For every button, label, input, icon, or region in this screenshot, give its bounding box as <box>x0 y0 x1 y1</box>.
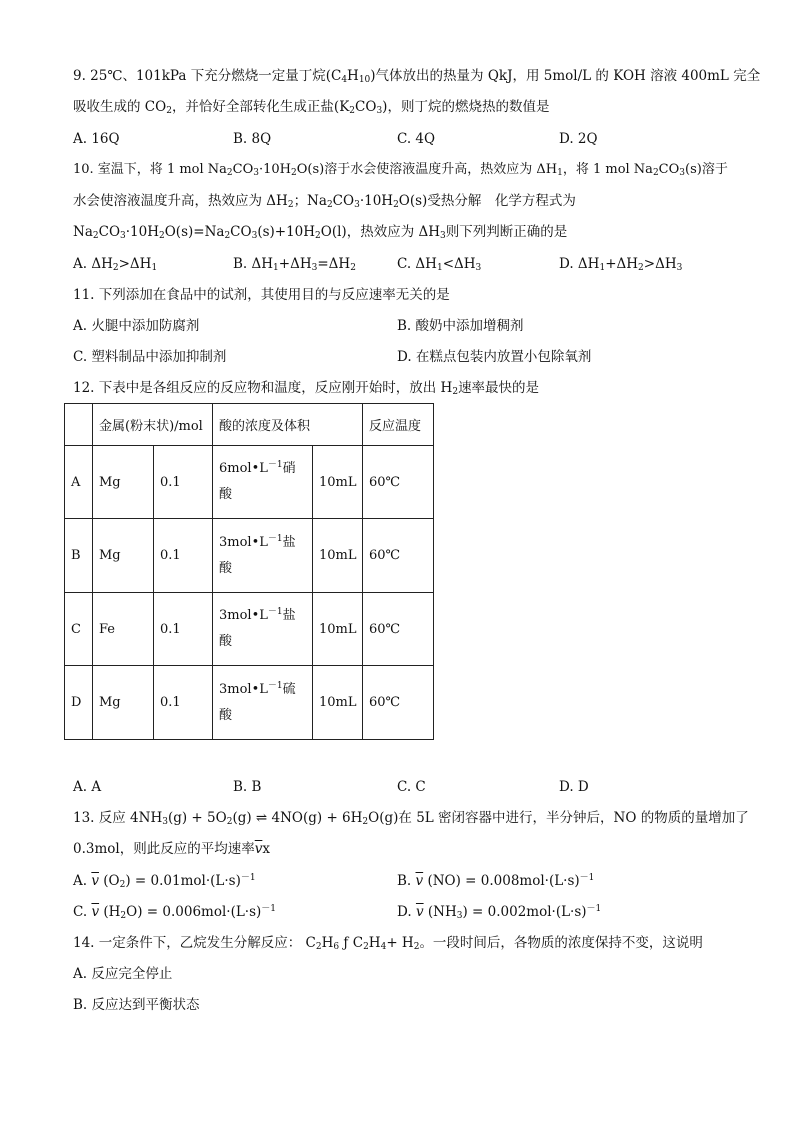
volume-cell: 10mL <box>313 519 363 593</box>
temp-cell: 60℃ <box>363 666 434 740</box>
table-row <box>65 593 434 666</box>
metal-cell: Mg <box>93 666 154 740</box>
q9-option-a[interactable]: A. 16Q <box>73 131 120 147</box>
header-metal: 金属(粉末状)/mol <box>93 404 213 446</box>
q12-option-d[interactable]: D. D <box>559 779 589 795</box>
q9-option-d[interactable]: D. 2Q <box>559 131 598 147</box>
row-label: D <box>65 666 93 740</box>
q13-stem-line1: 13. 反应 $4NH_3(g) + 5O_2(g)$ ⇌ $4NO(g) + 6H_2O(g)$在 5L 密闭容器中进行，半分钟后，NO 的物质的量增加了 <box>73 810 749 827</box>
q13-option-a[interactable]: A. $\overline{v}$ $(O_2) = 0.01mol\cdot(L\cdot s)^{-1}$ <box>73 873 256 890</box>
reaction-table <box>64 403 434 740</box>
q10-option-b[interactable]: B. $\Delta H_1+\Delta H_3=\Delta H_2$ <box>233 256 356 273</box>
q9-option-c[interactable]: C. 4Q <box>397 131 436 147</box>
q10-stem-line3: $Na_2CO_3\cdot 10H_2O(s)=Na_2CO_3(s)+10H_2O(l)$，热效应为 $\Delta H_3$则下列判断正确的是 <box>73 224 568 241</box>
metal-cell: Mg <box>93 446 154 519</box>
q14-stem: 14. 一定条件下，乙烷发生分解反应： $C_2H_6$ ƒ $C_2H_4+ H_2$。一段时间后，各物质的浓度保持不变，这说明 <box>73 935 703 952</box>
q10-stem-line1: 10. 室温下，将 1 mol $Na_2CO_3\cdot 10H_2O(s)$溶于水会使溶液温度升高，热效应为 $\Delta H_1$，将 1 mol $Na_2CO_3(s)$溶于 <box>73 162 728 178</box>
header-acid: 酸的浓度及体积 <box>213 404 363 446</box>
q11-option-b[interactable]: B. 酸奶中添加增稠剂 <box>397 318 524 334</box>
q11-option-d[interactable]: D. 在糕点包装内放置小包除氧剂 <box>397 349 592 365</box>
q13-options-row2 <box>73 902 733 922</box>
temp-cell: 60℃ <box>363 446 434 519</box>
table-row <box>65 446 434 519</box>
table-row <box>65 666 434 740</box>
table-header-row <box>65 404 434 446</box>
q9-options <box>73 129 733 149</box>
header-temp: 反应温度 <box>363 404 434 446</box>
metal-cell: Mg <box>93 519 154 593</box>
metal-cell: Fe <box>93 593 154 666</box>
acid-conc-cell: $3mol•L^{-1}$盐 酸 <box>213 519 313 593</box>
q12-options <box>73 777 733 797</box>
q11-option-a[interactable]: A. 火腿中添加防腐剂 <box>73 318 200 334</box>
q11-stem: 11. 下列添加在食品中的试剂，其使用目的与反应速率无关的是 <box>73 287 450 303</box>
q11-options-row2 <box>73 347 733 367</box>
amount-cell: 0.1 <box>154 446 213 519</box>
table-row <box>65 519 434 593</box>
row-label: A <box>65 446 93 519</box>
temp-cell: 60℃ <box>363 519 434 593</box>
q13-option-b[interactable]: B. $\overline{v}$ $(NO) = 0.008mol\cdot(L\cdot s)^{-1}$ <box>397 873 595 889</box>
q10-stem-line2: 水会使溶液温度升高，热效应为 $\Delta H_2$；$Na_2CO_3\cdot 10H_2O(s)$受热分解 化学方程式为 <box>73 193 576 210</box>
temp-cell: 60℃ <box>363 593 434 666</box>
equilibrium-arrow-icon: ⇌ <box>255 810 268 826</box>
q10-option-a[interactable]: A. $\Delta H_2>\Delta H_1$ <box>73 256 158 273</box>
header-blank-cell <box>65 404 93 446</box>
acid-conc-cell: $3mol•L^{-1}$硫 酸 <box>213 666 313 740</box>
q14-option-b[interactable]: B. 反应达到平衡状态 <box>73 997 200 1013</box>
q9-stem-line1: 9. 25℃、101kPa 下充分燃烧一定量丁烷$(C_4H_{10})$气体放出的热量为 QkJ，用 5mol/L 的 KOH 溶液 400mL 完全 <box>73 68 761 85</box>
q9-option-b[interactable]: B. 8Q <box>233 131 272 147</box>
q12-option-b[interactable]: B. B <box>233 779 262 795</box>
q13-option-d[interactable]: D. $\overline{v}$ $(NH_3) = 0.002mol\cdot(L\cdot s)^{-1}$ <box>397 904 602 921</box>
acid-conc-cell: $6mol•L^{-1}$硝 酸 <box>213 446 313 519</box>
amount-cell: 0.1 <box>154 593 213 666</box>
q13-option-c[interactable]: C. $\overline{v}$ $(H_2O) = 0.006mol\cdot(L\cdot s)^{-1}$ <box>73 904 277 921</box>
q11-option-c[interactable]: C. 塑料制品中添加抑制剂 <box>73 349 227 365</box>
amount-cell: 0.1 <box>154 666 213 740</box>
volume-cell: 10mL <box>313 666 363 740</box>
q12-stem: 12. 下表中是各组反应的反应物和温度，反应刚开始时，放出 $H_2$速率最快的是 <box>73 380 540 397</box>
q13-options-row1 <box>73 871 733 891</box>
acid-conc-cell: $3mol•L^{-1}$盐 酸 <box>213 593 313 666</box>
q11-options-row1 <box>73 316 733 336</box>
volume-cell: 10mL <box>313 593 363 666</box>
q13-stem-line2: 0.3mol，则此反应的平均速率$\overline{v}x$ <box>73 841 270 857</box>
q12-option-c[interactable]: C. C <box>397 779 426 795</box>
row-label: C <box>65 593 93 666</box>
q10-option-c[interactable]: C. $\Delta H_1<\Delta H_3$ <box>397 256 482 273</box>
amount-cell: 0.1 <box>154 519 213 593</box>
volume-cell: 10mL <box>313 446 363 519</box>
q9-stem-line2: 吸收生成的 $CO_2$，并恰好全部转化生成正盐$(K_2CO_3)$，则丁烷的燃烧热的数值是 <box>73 99 550 116</box>
q10-option-d[interactable]: D. $\Delta H_1+\Delta H_2>\Delta H_3$ <box>559 256 683 273</box>
q14-option-a[interactable]: A. 反应完全停止 <box>73 966 173 982</box>
row-label: B <box>65 519 93 593</box>
q12-option-a[interactable]: A. A <box>73 779 102 795</box>
q10-options <box>73 254 733 274</box>
